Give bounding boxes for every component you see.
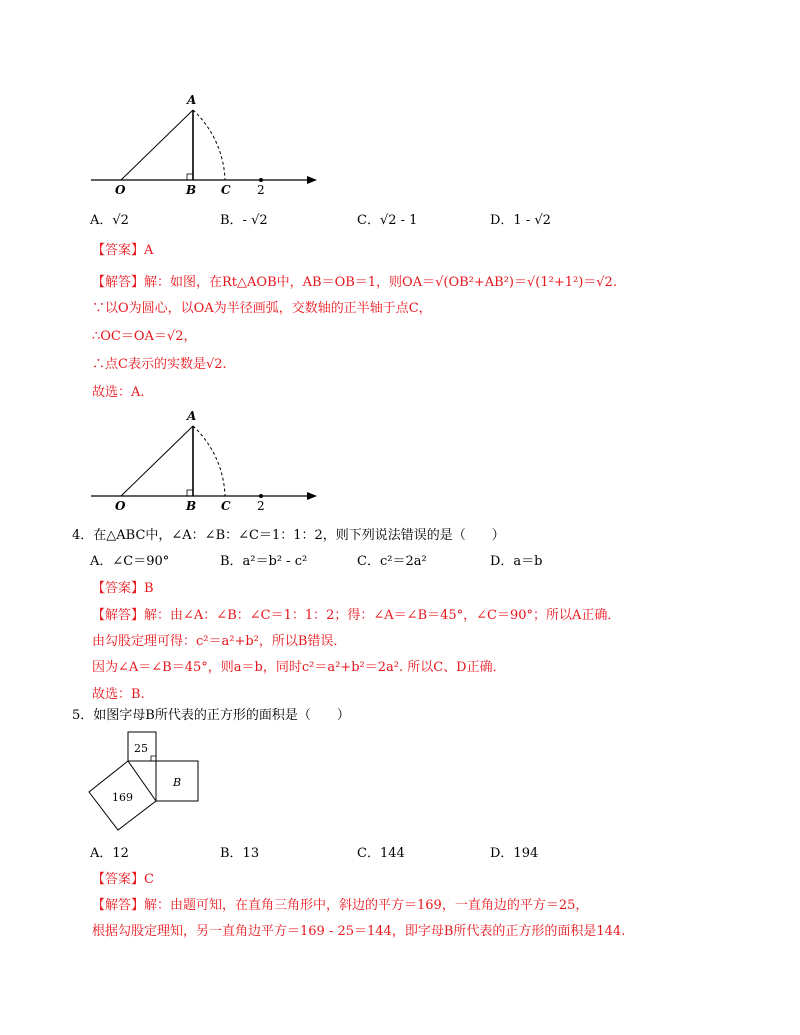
q5-answer (92, 871, 154, 889)
arrow-head-icon (307, 492, 317, 500)
q3-analysis-line-1 (92, 274, 617, 292)
answer-value: A (144, 243, 154, 258)
label-c: C (221, 183, 231, 197)
q5-option-a: A．12 (90, 846, 129, 861)
segment-oa (121, 426, 193, 496)
label-b: B (186, 183, 197, 197)
q3-analysis-line-3: ∴OC＝OA＝√2， (92, 329, 197, 344)
q4-stem: 4．在△ABC中，∠A：∠B：∠C＝1：1：2，则下列说法错误的是（ ） (72, 528, 505, 543)
q3-option-c: C．√2 - 1 (357, 213, 418, 228)
analysis-text: 解：由∠A：∠B：∠C＝1：1：2；得：∠A＝∠B＝45°，∠C＝90°；所以A正确． (144, 608, 621, 623)
label-b: B (173, 776, 182, 789)
analysis-label: 【解答】 (92, 608, 145, 623)
label-c: C (221, 499, 231, 513)
right-angle-mark (151, 756, 156, 761)
number-line-figure-1 (85, 90, 325, 200)
arc (193, 426, 225, 496)
answer-label: 【答案】 (92, 243, 145, 258)
label-o: O (115, 499, 126, 513)
q4-answer (92, 580, 154, 598)
arrow-head-icon (307, 176, 317, 184)
analysis-label: 【解答】 (92, 898, 145, 913)
q5-analysis-line-2: 根据勾股定理知，另一直角边平方＝169 - 25＝144，即字母B所代表的正方形的面积是144. (92, 924, 626, 939)
q3-option-a: A．√2 (90, 213, 129, 228)
q3-option-b: B．- √2 (220, 213, 268, 228)
answer-label: 【答案】 (92, 872, 145, 887)
pythagoras-squares-figure (80, 728, 210, 838)
q5-option-c: C．144 (357, 846, 405, 861)
label-o: O (115, 183, 126, 197)
segment-oa (121, 110, 193, 180)
q4-analysis-line-2: 由勾股定理可得：c²＝a²+b²，所以B错误． (92, 634, 347, 649)
q5-analysis-line-1 (92, 897, 588, 915)
q5-stem: 5．如图字母B所代表的正方形的面积是（ ） (72, 708, 350, 723)
q4-analysis-line-1 (92, 607, 620, 625)
q3-analysis-line-4: ∴点C表示的实数是√2. (92, 357, 227, 372)
answer-value: B (144, 581, 154, 596)
q3-option-d: D．1 - √2 (490, 213, 551, 228)
analysis-text: 解：如图，在Rt△AOB中，AB＝OB＝1，则OA＝√(OB²+AB²)＝√(1²+1²)＝√2. (144, 275, 617, 290)
q4-option-a: A．∠C＝90° (90, 554, 170, 569)
q3-analysis-line-5: 故选：A. (92, 385, 145, 400)
q3-answer (92, 242, 153, 260)
q3-analysis-line-2: ∵以O为圆心，以OA为半径画弧，交数轴的正半轴于点C， (92, 301, 432, 316)
point-two (259, 178, 263, 182)
answer-label: 【答案】 (92, 581, 145, 596)
analysis-label: 【解答】 (92, 275, 145, 290)
label-a: A (187, 93, 197, 107)
q4-analysis-line-4: 故选：B. (92, 687, 145, 702)
label-169: 169 (112, 791, 133, 804)
point-two (259, 494, 263, 498)
label-25: 25 (134, 742, 148, 755)
label-two: 2 (257, 183, 265, 197)
q5-option-d: D．194 (490, 846, 539, 861)
right-angle-mark (187, 490, 193, 496)
answer-value: C (144, 872, 154, 887)
label-two: 2 (257, 499, 265, 513)
q4-option-b: B．a²＝b² - c² (220, 554, 308, 569)
q4-analysis-line-3: 因为∠A＝∠B＝45°，则a＝b，同时c²＝a²+b²＝2a². 所以C、D正确． (92, 660, 506, 675)
q4-option-c: C．c²＝2a² (357, 554, 427, 569)
analysis-text: 解：由题可知，在直角三角形中，斜边的平方＝169，一直角边的平方＝25， (144, 898, 589, 913)
right-angle-mark (187, 174, 193, 180)
label-b: B (186, 499, 197, 513)
q4-option-d: D．a＝b (490, 554, 543, 569)
label-a: A (187, 409, 197, 423)
number-line-figure-2 (85, 406, 325, 516)
q5-option-b: B．13 (220, 846, 260, 861)
arc (193, 110, 225, 180)
